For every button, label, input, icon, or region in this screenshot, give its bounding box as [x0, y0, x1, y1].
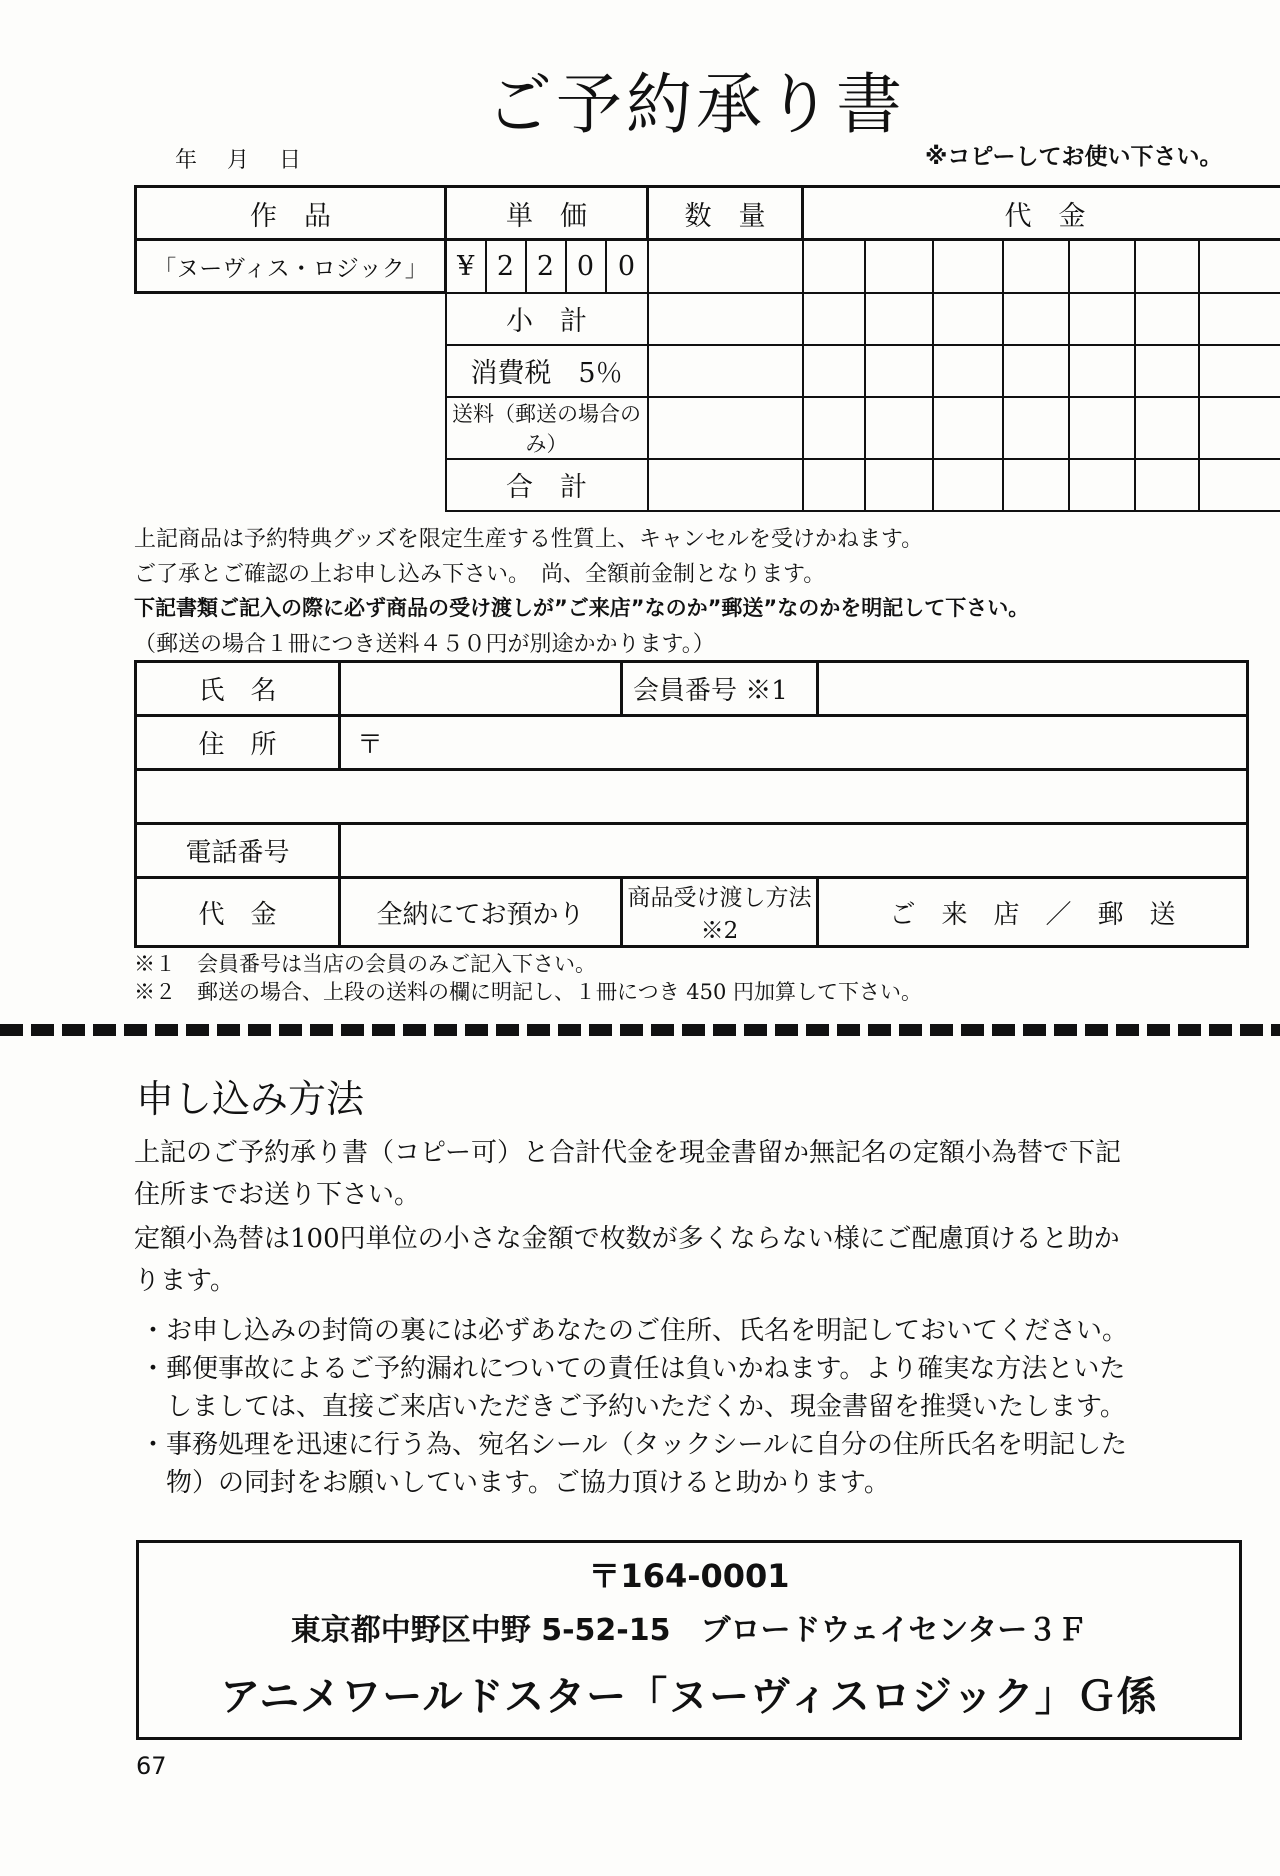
price-digit: ¥ — [446, 240, 486, 293]
amount-digit-cell[interactable] — [933, 293, 1003, 345]
address-field-line-2[interactable] — [136, 770, 1248, 824]
amount-digit-cell[interactable] — [803, 240, 865, 293]
amount-digit-cell[interactable] — [1135, 459, 1199, 511]
quantity-cell[interactable] — [648, 240, 803, 293]
price-digit: 2 — [486, 240, 526, 293]
amount-digit-cell[interactable] — [803, 345, 865, 397]
amount-digit-cell[interactable] — [865, 293, 933, 345]
name-label: 氏 名 — [136, 662, 340, 716]
day-label: 日 — [279, 148, 302, 173]
page-number: 67 — [136, 1752, 167, 1780]
price-digit: 0 — [606, 240, 648, 293]
amount-digit-cell[interactable] — [1069, 345, 1135, 397]
amount-digit-cell[interactable] — [1069, 293, 1135, 345]
product-name: 「ヌーヴィス・ロジック」 — [136, 240, 446, 293]
amount-digit-cell[interactable] — [1199, 459, 1280, 511]
amount-digit-cell[interactable] — [1135, 345, 1199, 397]
tax-qty[interactable] — [648, 345, 803, 397]
amount-digit-cell[interactable] — [1069, 459, 1135, 511]
amount-digit-cell[interactable] — [1199, 345, 1280, 397]
section-title: 申し込み方法 — [136, 1077, 365, 1121]
payment-value: 全納にてお預かり — [340, 878, 622, 947]
amount-digit-cell[interactable] — [933, 397, 1003, 459]
bullet-list — [140, 1312, 1250, 1502]
cut-line-divider — [0, 1024, 1280, 1036]
amount-digit-cell[interactable] — [1069, 397, 1135, 459]
instruction-paragraph — [134, 1132, 1249, 1216]
mailing-address-box — [136, 1540, 1242, 1740]
header-quantity: 数 量 — [648, 187, 803, 240]
total-label: 合 計 — [446, 459, 648, 511]
amount-digit-cell[interactable] — [803, 459, 865, 511]
shop-recipient: アニメワールドスター「ヌーヴィスロジック」Ｇ係 — [220, 1674, 1158, 1720]
instruction-line: 上記のご予約承り書（コピー可）と合計代金を現金書留か無記名の定額小為替で下記 — [134, 1138, 1121, 1168]
delivery-label: 商品受け渡し方法 ※2 — [622, 878, 818, 947]
address-label: 住 所 — [136, 716, 340, 770]
note-line: 上記商品は予約特典グッズを限定生産する性質上、キャンセルを受けかねます。 — [134, 527, 924, 552]
amount-digit-cell[interactable] — [1135, 240, 1199, 293]
phone-label: 電話番号 — [136, 824, 340, 878]
amount-digit-cell[interactable] — [1003, 397, 1069, 459]
footnote-2: ※２ 郵送の場合、上段の送料の欄に明記し、１冊につき 450 円加算して下さい。 — [134, 980, 923, 1004]
price-digit: 0 — [566, 240, 606, 293]
postal-code: 〒164-0001 — [588, 1557, 790, 1595]
delivery-options[interactable]: ご 来 店 ／ 郵 送 — [818, 878, 1248, 947]
note-line: （郵送の場合１冊につき送料４５０円が別途かかります。） — [134, 632, 715, 657]
shipping-qty[interactable] — [648, 397, 803, 459]
amount-digit-cell[interactable] — [865, 397, 933, 459]
street-address: 東京都中野区中野 5-52-15 ブロードウェイセンター３Ｆ — [290, 1613, 1088, 1648]
price-digit: 2 — [526, 240, 566, 293]
amount-digit-cell[interactable] — [1003, 240, 1069, 293]
member-number-field[interactable] — [818, 662, 1248, 716]
subtotal-label: 小 計 — [446, 293, 648, 345]
bullet-item-cont: しましては、直接ご来店いただきご予約いただくか、現金書留を推奨いたします。 — [140, 1392, 1126, 1422]
footnote-1: ※１ 会員番号は当店の会員のみご記入下さい。 — [134, 952, 596, 976]
amount-digit-cell[interactable] — [1003, 293, 1069, 345]
bullet-item: ・郵便事故によるご予約漏れについての責任は負いかねます。より確実な方法といた — [140, 1354, 1126, 1384]
instruction-line: ります。 — [134, 1266, 236, 1296]
order-table — [134, 185, 1280, 512]
member-number-label: 会員番号 ※1 — [622, 662, 818, 716]
amount-digit-cell[interactable] — [1199, 240, 1280, 293]
amount-digit-cell[interactable] — [933, 345, 1003, 397]
instruction-line: 定額小為替は100円単位の小さな金額で枚数が多くならない様にご配慮頂けると助か — [134, 1224, 1120, 1254]
header-amount: 代 金 — [803, 187, 1280, 240]
bullet-item: ・お申し込みの封筒の裏には必ずあなたのご住所、氏名を明記しておいてください。 — [140, 1316, 1129, 1346]
address-field[interactable]: 〒 — [340, 716, 1248, 770]
instruction-line: 住所までお送り下さい。 — [134, 1180, 421, 1210]
month-label: 月 — [227, 148, 250, 173]
bullet-item: ・事務処理を迅速に行う為、宛名シール（タックシールに自分の住所氏名を明記した — [140, 1430, 1127, 1460]
amount-digit-cell[interactable] — [1199, 293, 1280, 345]
page-title: ご予約承り書 — [486, 66, 906, 143]
customer-table — [134, 660, 1249, 948]
subtotal-qty[interactable] — [648, 293, 803, 345]
instruction-paragraph — [134, 1218, 1249, 1302]
payment-label: 代 金 — [136, 878, 340, 947]
amount-digit-cell[interactable] — [803, 397, 865, 459]
amount-digit-cell[interactable] — [1199, 397, 1280, 459]
amount-digit-cell[interactable] — [865, 345, 933, 397]
name-field[interactable] — [340, 662, 622, 716]
copy-note: ※コピーしてお使い下さい。 — [925, 144, 1223, 170]
amount-digit-cell[interactable] — [1135, 397, 1199, 459]
total-qty[interactable] — [648, 459, 803, 511]
amount-digit-cell[interactable] — [1135, 293, 1199, 345]
amount-digit-cell[interactable] — [1069, 240, 1135, 293]
year-label: 年 — [175, 148, 198, 173]
header-unit-price: 単 価 — [446, 187, 648, 240]
header-product: 作 品 — [136, 187, 446, 240]
amount-digit-cell[interactable] — [1003, 345, 1069, 397]
amount-digit-cell[interactable] — [933, 240, 1003, 293]
amount-digit-cell[interactable] — [933, 459, 1003, 511]
date-labels — [175, 143, 331, 174]
bullet-item-cont: 物）の同封をお願いしています。ご協力頂けると助かります。 — [140, 1468, 890, 1498]
shipping-label: 送料（郵送の場合のみ） — [446, 397, 648, 459]
tax-label: 消費税 5％ — [446, 345, 648, 397]
note-line: ご了承とご確認の上お申し込み下さい。 尚、全額前金制となります。 — [134, 562, 826, 587]
phone-field[interactable] — [340, 824, 1248, 878]
amount-digit-cell[interactable] — [803, 293, 865, 345]
note-line-bold: 下記書類ご記入の際に必ず商品の受け渡しが”ご来店”なのか”郵送”なのかを明記して下さい。 — [134, 596, 1030, 620]
amount-digit-cell[interactable] — [865, 459, 933, 511]
amount-digit-cell[interactable] — [865, 240, 933, 293]
amount-digit-cell[interactable] — [1003, 459, 1069, 511]
